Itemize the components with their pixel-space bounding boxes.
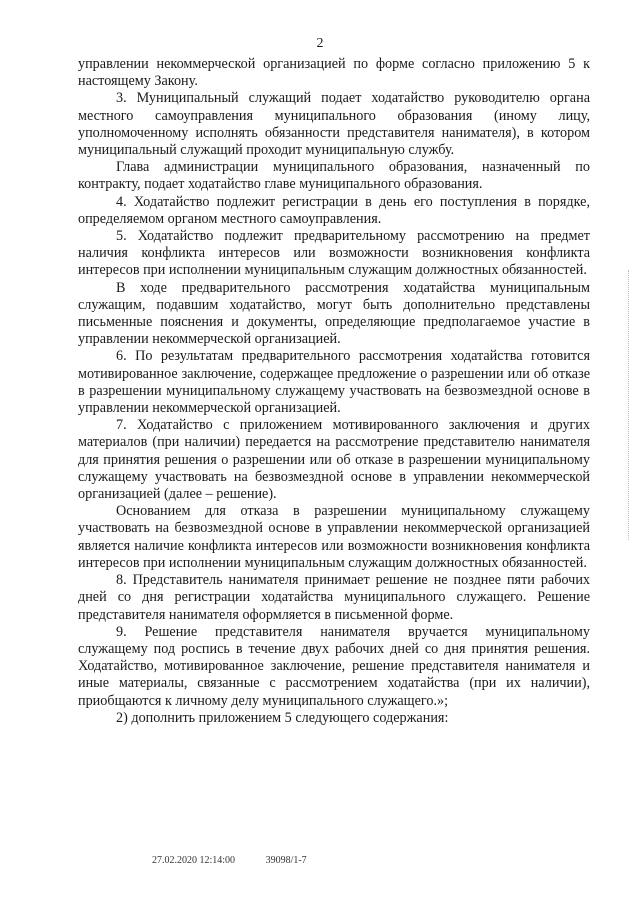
paragraph-refusal-grounds: Основанием для отказа в разрешении муниципальному служащему участвовать на безвозмездной основе в управлении некоммерческой организацией является наличие конфликта интересов или возможности возникновения конфликта интересов при исполнении муниципальным служащим должностных обязанностей.	[78, 503, 590, 571]
paragraph-item-7: 7. Ходатайство с приложением мотивированного заключения и других материалов (при наличии) передается на рассмотрение представителю нанимателя для принятия решения о разрешении или об отказе в разрешении муниципальному служащему участвовать на безвозмездной основе в управлении некоммерческой организацией (далее – решение).	[78, 417, 590, 503]
paragraph-item-6: 6. По результатам предварительного рассмотрения ходатайства готовится мотивированное заключение, содержащее предложение о разрешении или об отказе в разрешении муниципальному служащему участвовать на безвозмездной основе в управлении некоммерческой организацией.	[78, 348, 590, 417]
paragraph-head-of-administration: Глава администрации муниципального образования, назначенный по контракту, подает ходатайство главе муниципального образования.	[78, 159, 590, 193]
paragraph-amendment-2: 2) дополнить приложением 5 следующего содержания:	[116, 709, 449, 726]
paragraph-item-9: 9. Решение представителя нанимателя вручается муниципальному служащему под роспись в течение двух рабочих дней со дня принятия решения. Ходатайство, мотивированное заключение, решение представителя нанимателя и иные материалы, связанные с рассмотрением ходатайства (при их наличии), приобщаются к личному делу муниципального служащего.»;	[78, 623, 590, 709]
paragraph-preliminary-review: В ходе предварительного рассмотрения ходатайства муниципальным служащим, подавшим ходатайство, могут быть дополнительно представлены письменные пояснения и документы, определяющие предполагаемое участие в управлении некоммерческой организацией.	[78, 279, 590, 348]
paragraph-continuation: управлении некоммерческой организацией по форме согласно приложению 5 к настоящему Закону.	[78, 56, 590, 90]
scan-edge-mark	[628, 270, 630, 540]
document-body	[78, 56, 590, 727]
footer-document-id: 39098/1-7	[265, 855, 307, 866]
paragraph-item-4: 4. Ходатайство подлежит регистрации в день его поступления в порядке, определяемом органом местного самоуправления.	[78, 193, 590, 227]
paragraph-item-5: 5. Ходатайство подлежит предварительному рассмотрению на предмет наличия конфликта интересов или возможности возникновения конфликта интересов при исполнении муниципальным служащим должностных обязанностей.	[78, 228, 590, 279]
footer-datetime: 27.02.2020 12:14:00	[152, 855, 236, 866]
paragraph-item-8: 8. Представитель нанимателя принимает решение не позднее пяти рабочих дней со дня регистрации ходатайства муниципального служащего. Решение представителя нанимателя оформляется в письменной форме.	[78, 572, 590, 623]
paragraph-item-3: 3. Муниципальный служащий подает ходатайство руководителю органа местного самоуправления муниципального образования (иному лицу, уполномоченному исполнять обязанности представителя нанимателя), в котором муниципальный служащий проходит муниципальную службу.	[78, 90, 590, 159]
page-number: 2	[316, 36, 324, 51]
document-footer	[152, 855, 307, 866]
